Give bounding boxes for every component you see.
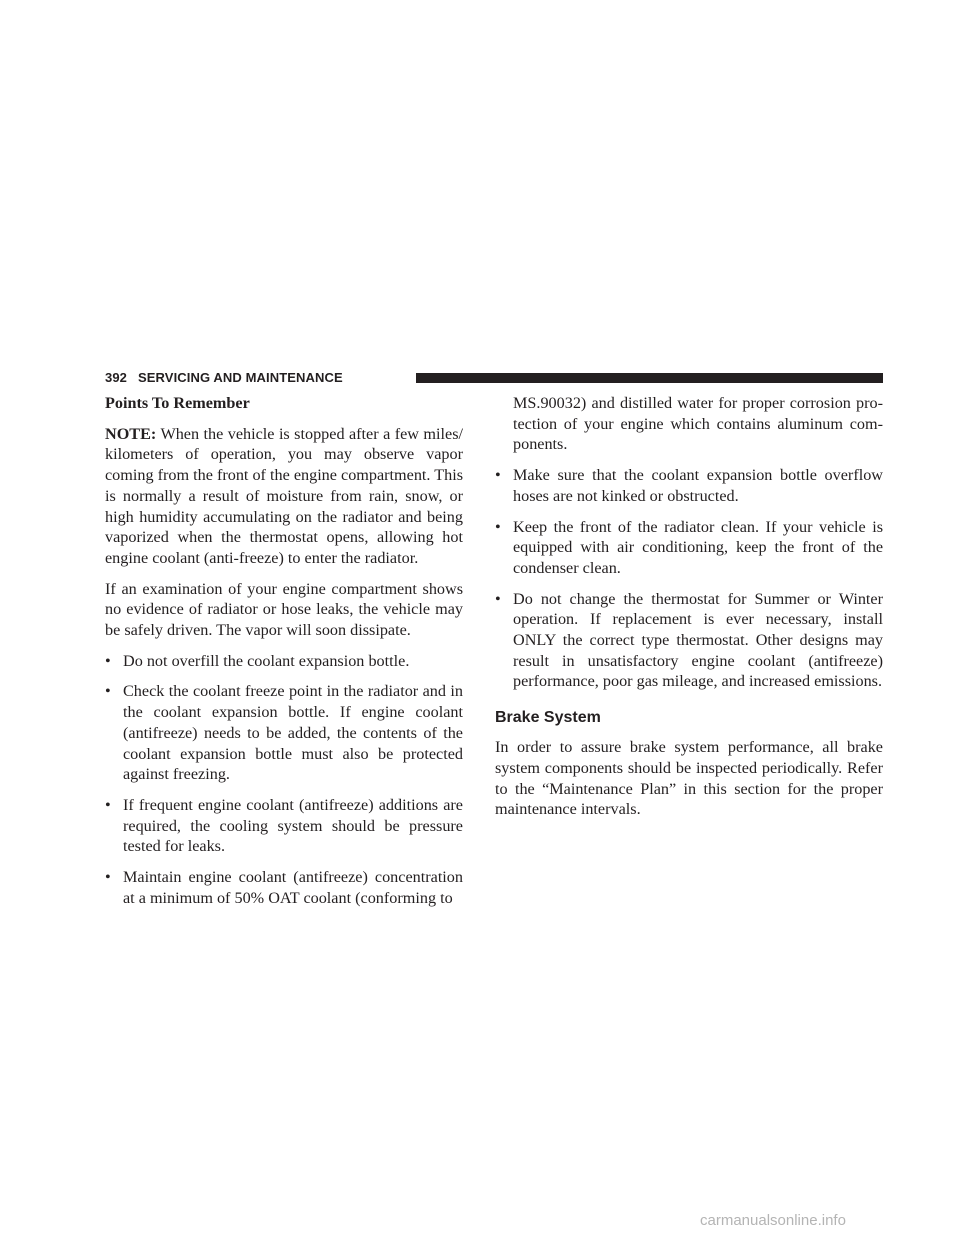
section-header-title: SERVICING AND MAINTENANCE: [138, 370, 343, 385]
list-item-text: Do not overfill the coolant expansion bottle.: [123, 651, 410, 670]
list-item: [105, 651, 463, 672]
list-item-text: Make sure that the coolant expansion bottle overflow hoses are not kinked or obstructed.: [513, 466, 883, 505]
body-paragraph: In order to assure brake system performance, all brake system components should be inspected periodically. Refer to the “Maintenance Plan” in this section for the proper maintenance intervals.: [495, 738, 883, 819]
bullet-icon: •: [105, 868, 111, 887]
note-label: NOTE:: [105, 424, 157, 443]
list-item-text: Do not change the thermostat for Summer or Winter operation. If replacement is ever necessary, install ONLY the correct type thermostat. Other designs may result in unsatisfactory engine coolant (antifreeze) performance, poor gas mileage, and increased emissions.: [513, 589, 883, 691]
list-item: [495, 465, 883, 506]
page-header: [105, 369, 883, 387]
list-item-text: Maintain engine coolant (antifreeze) concentration at a minimum of 50% OAT coolant (conforming to: [123, 868, 463, 907]
note-text: When the vehicle is stopped after a few miles/ kilometers of operation, you may observe vapor coming from the front of the engine compartment. This is normally a result of moisture from rain, snow, or high humidity accumulating on the radiator and being vaporized when the thermostat opens, allowing hot engine coolant (anti-freeze) to enter the radiator.: [105, 424, 463, 567]
list-item: [105, 867, 463, 908]
continued-list-text: MS.90032) and distilled water for proper corrosion pro-tection of your engine which contains aluminum com-ponents.: [513, 394, 883, 454]
list-item: [495, 517, 883, 579]
body-paragraph: If an examination of your engine compartment shows no evidence of radiator or hose leaks, the vehicle may be safely driven. The vapor will soon dissipate.: [105, 579, 463, 640]
note-paragraph: [105, 424, 463, 569]
list-item: [105, 795, 463, 857]
bullet-icon: •: [495, 466, 501, 485]
bullet-icon: •: [495, 517, 501, 536]
list-item-text: If frequent engine coolant (antifreeze) additions are required, the cooling system should be pressure tested for leaks.: [123, 795, 463, 856]
list-item: [105, 681, 463, 785]
page-number: 392: [105, 370, 127, 385]
bullet-icon: •: [105, 795, 111, 814]
list-item-text: Check the coolant freeze point in the radiator and in the coolant expansion bottle. If engine coolant (antifreeze) needs to be added, the contents of the coolant expansion bottle must also be protected against freezing.: [123, 682, 463, 784]
bullet-icon: •: [495, 589, 501, 608]
watermark: carmanualsonline.info: [700, 1212, 846, 1229]
bullet-icon: •: [105, 682, 111, 701]
right-column: [495, 393, 883, 830]
header-rule: [416, 373, 883, 383]
list-item-text: Keep the front of the radiator clean. If your vehicle is equipped with air conditioning, keep the front of the condenser clean.: [513, 517, 883, 577]
list-item: [495, 589, 883, 693]
left-column: [105, 393, 463, 918]
bullet-icon: •: [105, 651, 111, 670]
section-title: Brake System: [495, 709, 601, 727]
subheading: Points To Remember: [105, 394, 250, 412]
